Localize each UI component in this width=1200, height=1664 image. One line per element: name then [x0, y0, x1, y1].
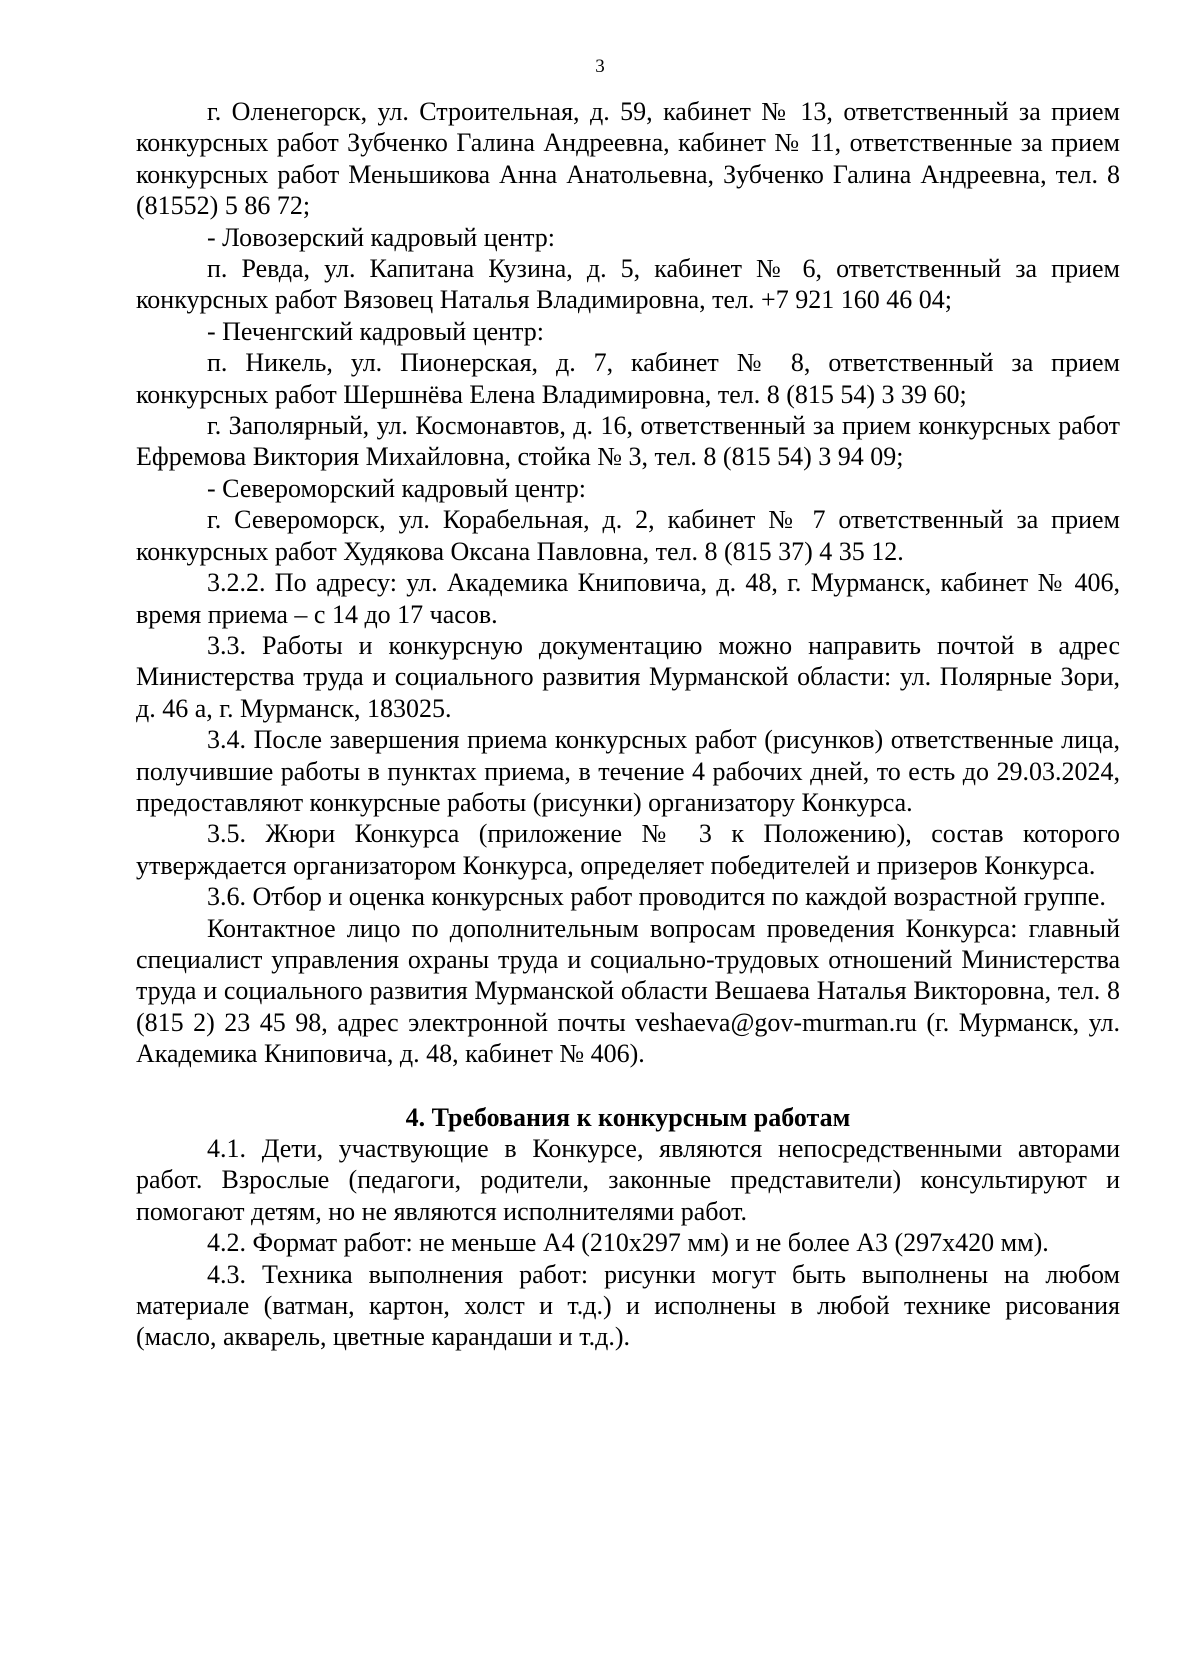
- paragraph-lovozero-header: - Ловозерский кадровый центр:: [207, 222, 555, 252]
- paragraph-pechenga-header: - Печенгский кадровый центр:: [207, 316, 544, 346]
- paragraph-contact: Контактное лицо по дополнительным вопросам проведения Конкурса: главный специалист управления охраны труда и социально-трудовых отношений Министерства труда и социального развития Мурманской области Вешаева Наталья Викторовна, тел. 8 (815 2) 23 45 98, адрес электронной почты veshaeva@gov-murman.ru (г. Мурманск, ул. Академика Книповича, д. 48, кабинет № 406).: [136, 913, 1120, 1069]
- paragraph-olenegorsk: г. Оленегорск, ул. Строительная, д. 59, кабинет № 13, ответственный за прием конкурсных работ Зубченко Галина Андреевна, кабинет № 11, ответственные за прием конкурсных работ Меньшикова Анна Анатольевна, Зубченко Галина Андреевна, тел. 8 (81552) 5 86 72;: [136, 97, 1120, 221]
- paragraph-nikel: п. Никель, ул. Пионерская, д. 7, кабинет № 8, ответственный за прием конкурсных работ Шершнёва Елена Владимировна, тел. 8 (815 54) 3 39 60;: [136, 348, 1120, 409]
- page-number: 3: [595, 56, 605, 77]
- paragraph-4-3: 4.3. Техника выполнения работ: рисунки могут быть выполнены на любом материале (ватман, картон, холст и т.д.) и исполнены в любой технике рисования (масло, акварель, цветные карандаши и т.д.).: [136, 1259, 1120, 1352]
- paragraph-3-5: 3.5. Жюри Конкурса (приложение № 3 к Положению), состав которого утверждается организатором Конкурса, определяет победителей и призеров Конкурса.: [136, 819, 1120, 880]
- paragraph-severomorsk: г. Североморск, ул. Корабельная, д. 2, кабинет № 7 ответственный за прием конкурсных работ Худякова Оксана Павловна, тел. 8 (815 37) 4 35 12.: [136, 505, 1120, 566]
- paragraph-3-4: 3.4. После завершения приема конкурсных работ (рисунков) ответственные лица, получившие работы в пунктах приема, в течение 4 рабочих дней, то есть до 29.03.2024, предоставляют конкурсные работы (рисунки) организатору Конкурса.: [136, 725, 1120, 817]
- paragraph-4-1: 4.1. Дети, участвующие в Конкурсе, являются непосредственными авторами работ. Взрослые (педагоги, родители, законные представители) консультируют и помогают детям, но не являются исполнителями работ.: [136, 1134, 1120, 1226]
- section-4-heading: 4. Требования к конкурсным работам: [405, 1102, 851, 1132]
- paragraph-severomorsk-header: - Североморский кадровый центр:: [207, 473, 586, 503]
- paragraph-zapolyarny: г. Заполярный, ул. Космонавтов, д. 16, ответственный за прием конкурсных работ Ефремова Виктория Михайловна, стойка № 3, тел. 8 (815 54) 3 94 09;: [136, 411, 1120, 472]
- paragraph-3-6: 3.6. Отбор и оценка конкурсных работ проводится по каждой возрастной группе.: [207, 882, 1106, 912]
- paragraph-3-2-2: 3.2.2. По адресу: ул. Академика Книповича, д. 48, г. Мурманск, кабинет № 406, время приема – с 14 до 17 часов.: [136, 568, 1120, 629]
- document-body: [136, 96, 1120, 1353]
- paragraph-revda: п. Ревда, ул. Капитана Кузина, д. 5, кабинет № 6, ответственный за прием конкурсных работ Вязовец Наталья Владимировна, тел. +7 921 160 46 04;: [136, 254, 1120, 315]
- paragraph-3-3: 3.3. Работы и конкурсную документацию можно направить почтой в адрес Министерства труда и социального развития Мурманской области: ул. Полярные Зори, д. 46 а, г. Мурманск, 183025.: [136, 630, 1120, 723]
- paragraph-4-2: 4.2. Формат работ: не меньше А4 (210х297 мм) и не более А3 (297х420 мм).: [207, 1228, 1049, 1258]
